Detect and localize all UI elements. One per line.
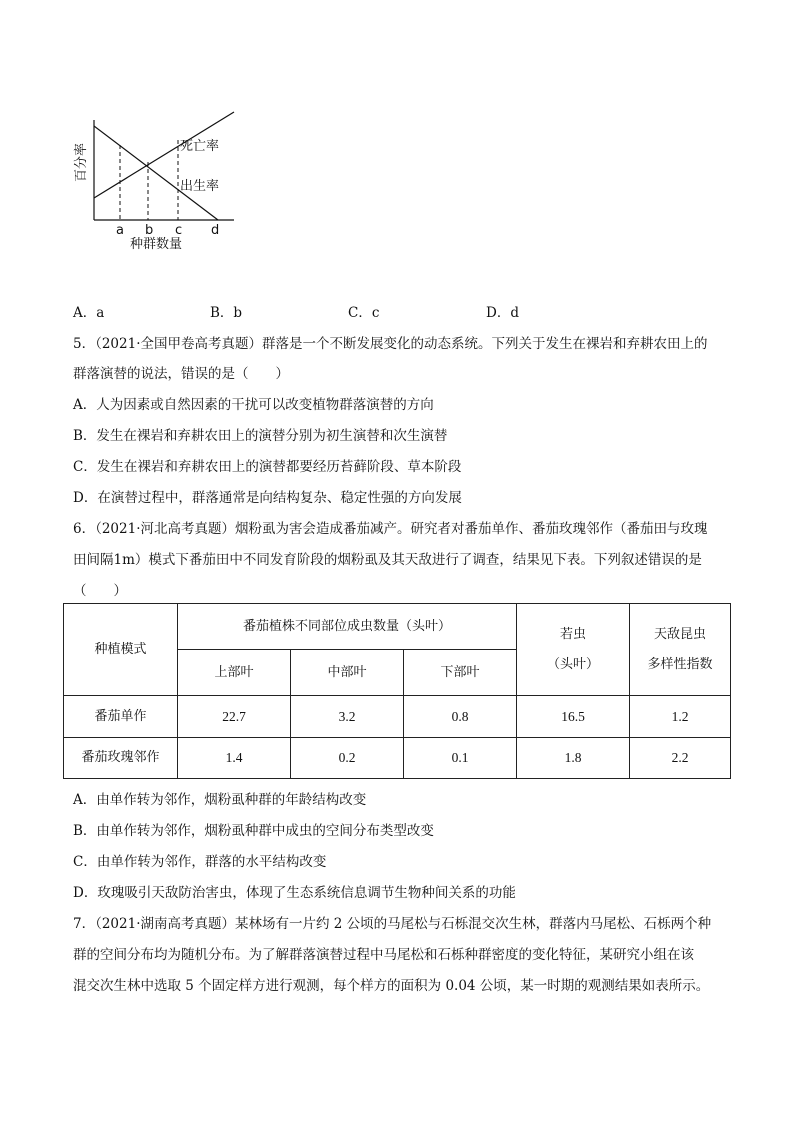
- header-middle-leaf: 中部叶: [291, 650, 404, 696]
- q5-option-a: A．人为因素或自然因素的干扰可以改变植物群落演替的方向: [73, 397, 434, 413]
- q4-option-d: D．d: [486, 305, 519, 321]
- cell-mode: 番茄单作: [64, 696, 178, 738]
- y-axis-label: 百分率: [74, 142, 89, 182]
- cell-nymph: 16.5: [517, 696, 630, 738]
- cell-mode: 番茄玫瑰邻作: [64, 738, 178, 779]
- q6-stem-line1: 6．（2021·河北高考真题）烟粉虱为害会造成番茄减产。研究者对番茄单作、番茄玫瑰邻作（番茄田与玫瑰: [73, 521, 708, 537]
- cell-enemy: 1.2: [630, 696, 731, 738]
- header-nymph-line1: 若虫: [559, 626, 586, 642]
- table-row: [64, 696, 731, 738]
- header-lower-leaf: 下部叶: [404, 650, 517, 696]
- tick-d: d: [211, 223, 220, 238]
- q7-stem-line2: 群的空间分布均为随机分布。为了解群落演替过程中马尾松和石栎种群密度的变化特征，某研究小组在该: [73, 947, 694, 963]
- q4-option-b: B．b: [210, 305, 243, 321]
- q5-option-d: D．在演替过程中，群落通常是向结构复杂、稳定性强的方向发展: [73, 490, 462, 506]
- q6-option-d: D．玫瑰吸引天敌防治害虫，体现了生态系统信息调节生物种间关系的功能: [73, 885, 516, 901]
- tick-c: c: [175, 223, 183, 238]
- x-axis-label: 种群数量: [130, 237, 183, 252]
- cell-nymph: 1.8: [517, 738, 630, 779]
- header-enemy-index: [630, 604, 731, 696]
- q6-stem-line2: 田间隔1m）模式下番茄田中不同发育阶段的烟粉虱及其天敌进行了调查，结果见下表。下列叙述错误的是: [73, 552, 702, 568]
- header-planting-mode: 种植模式: [64, 604, 178, 696]
- q5-stem-line1: 5．（2021·全国甲卷高考真题）群落是一个不断发展变化的动态系统。下列关于发生在裸岩和弃耕农田上的: [73, 336, 708, 352]
- q7-stem-line3: 混交次生林中选取 5 个固定样方进行观测，每个样方的面积为 0.04 公顷，某一时期的观测结果如表所示。: [73, 978, 710, 994]
- header-enemy-line2: 多样性指数: [647, 656, 713, 672]
- q4-option-c: C．c: [348, 305, 380, 321]
- q6-option-b: B．由单作转为邻作，烟粉虱种群中成虫的空间分布类型改变: [73, 823, 434, 839]
- cell-upper: 22.7: [178, 696, 291, 738]
- tick-b: b: [145, 223, 154, 238]
- cell-middle: 0.2: [291, 738, 404, 779]
- cell-upper: 1.4: [178, 738, 291, 779]
- q6-option-c: C．由单作转为邻作，群落的水平结构改变: [73, 854, 327, 870]
- cell-lower: 0.1: [404, 738, 517, 779]
- header-adult-count: 番茄植株不同部位成虫数量（头叶）: [178, 604, 517, 650]
- q7-stem-line1: 7．（2021·湖南高考真题）某林场有一片约 2 公顷的马尾松与石栎混交次生林，群落内马尾松、石栎两个种: [73, 916, 712, 932]
- header-upper-leaf: 上部叶: [178, 650, 291, 696]
- survey-table: [63, 603, 731, 779]
- q5-option-c: C．发生在裸岩和弃耕农田上的演替都要经历苔藓阶段、草本阶段: [73, 459, 462, 475]
- q4-option-a: A．a: [73, 305, 105, 321]
- birth-rate-label: 出生率: [180, 179, 220, 194]
- q5-stem-line2: 群落演替的说法，错误的是（ ）: [73, 366, 289, 382]
- header-nymph: [517, 604, 630, 696]
- cell-middle: 3.2: [291, 696, 404, 738]
- tick-a: a: [116, 223, 124, 238]
- death-rate-label: 死亡率: [180, 139, 220, 154]
- q6-stem-line3: （ ）: [73, 583, 127, 599]
- q6-option-a: A．由单作转为邻作，烟粉虱种群的年龄结构改变: [73, 792, 367, 808]
- cell-lower: 0.8: [404, 696, 517, 738]
- q5-option-b: B．发生在裸岩和弃耕农田上的演替分别为初生演替和次生演替: [73, 428, 448, 444]
- cell-enemy: 2.2: [630, 738, 731, 779]
- header-enemy-line1: 天敌昆虫: [653, 626, 706, 642]
- header-nymph-line2: （头叶）: [546, 656, 599, 672]
- rate-figure: [68, 100, 268, 260]
- table-row: [64, 738, 731, 779]
